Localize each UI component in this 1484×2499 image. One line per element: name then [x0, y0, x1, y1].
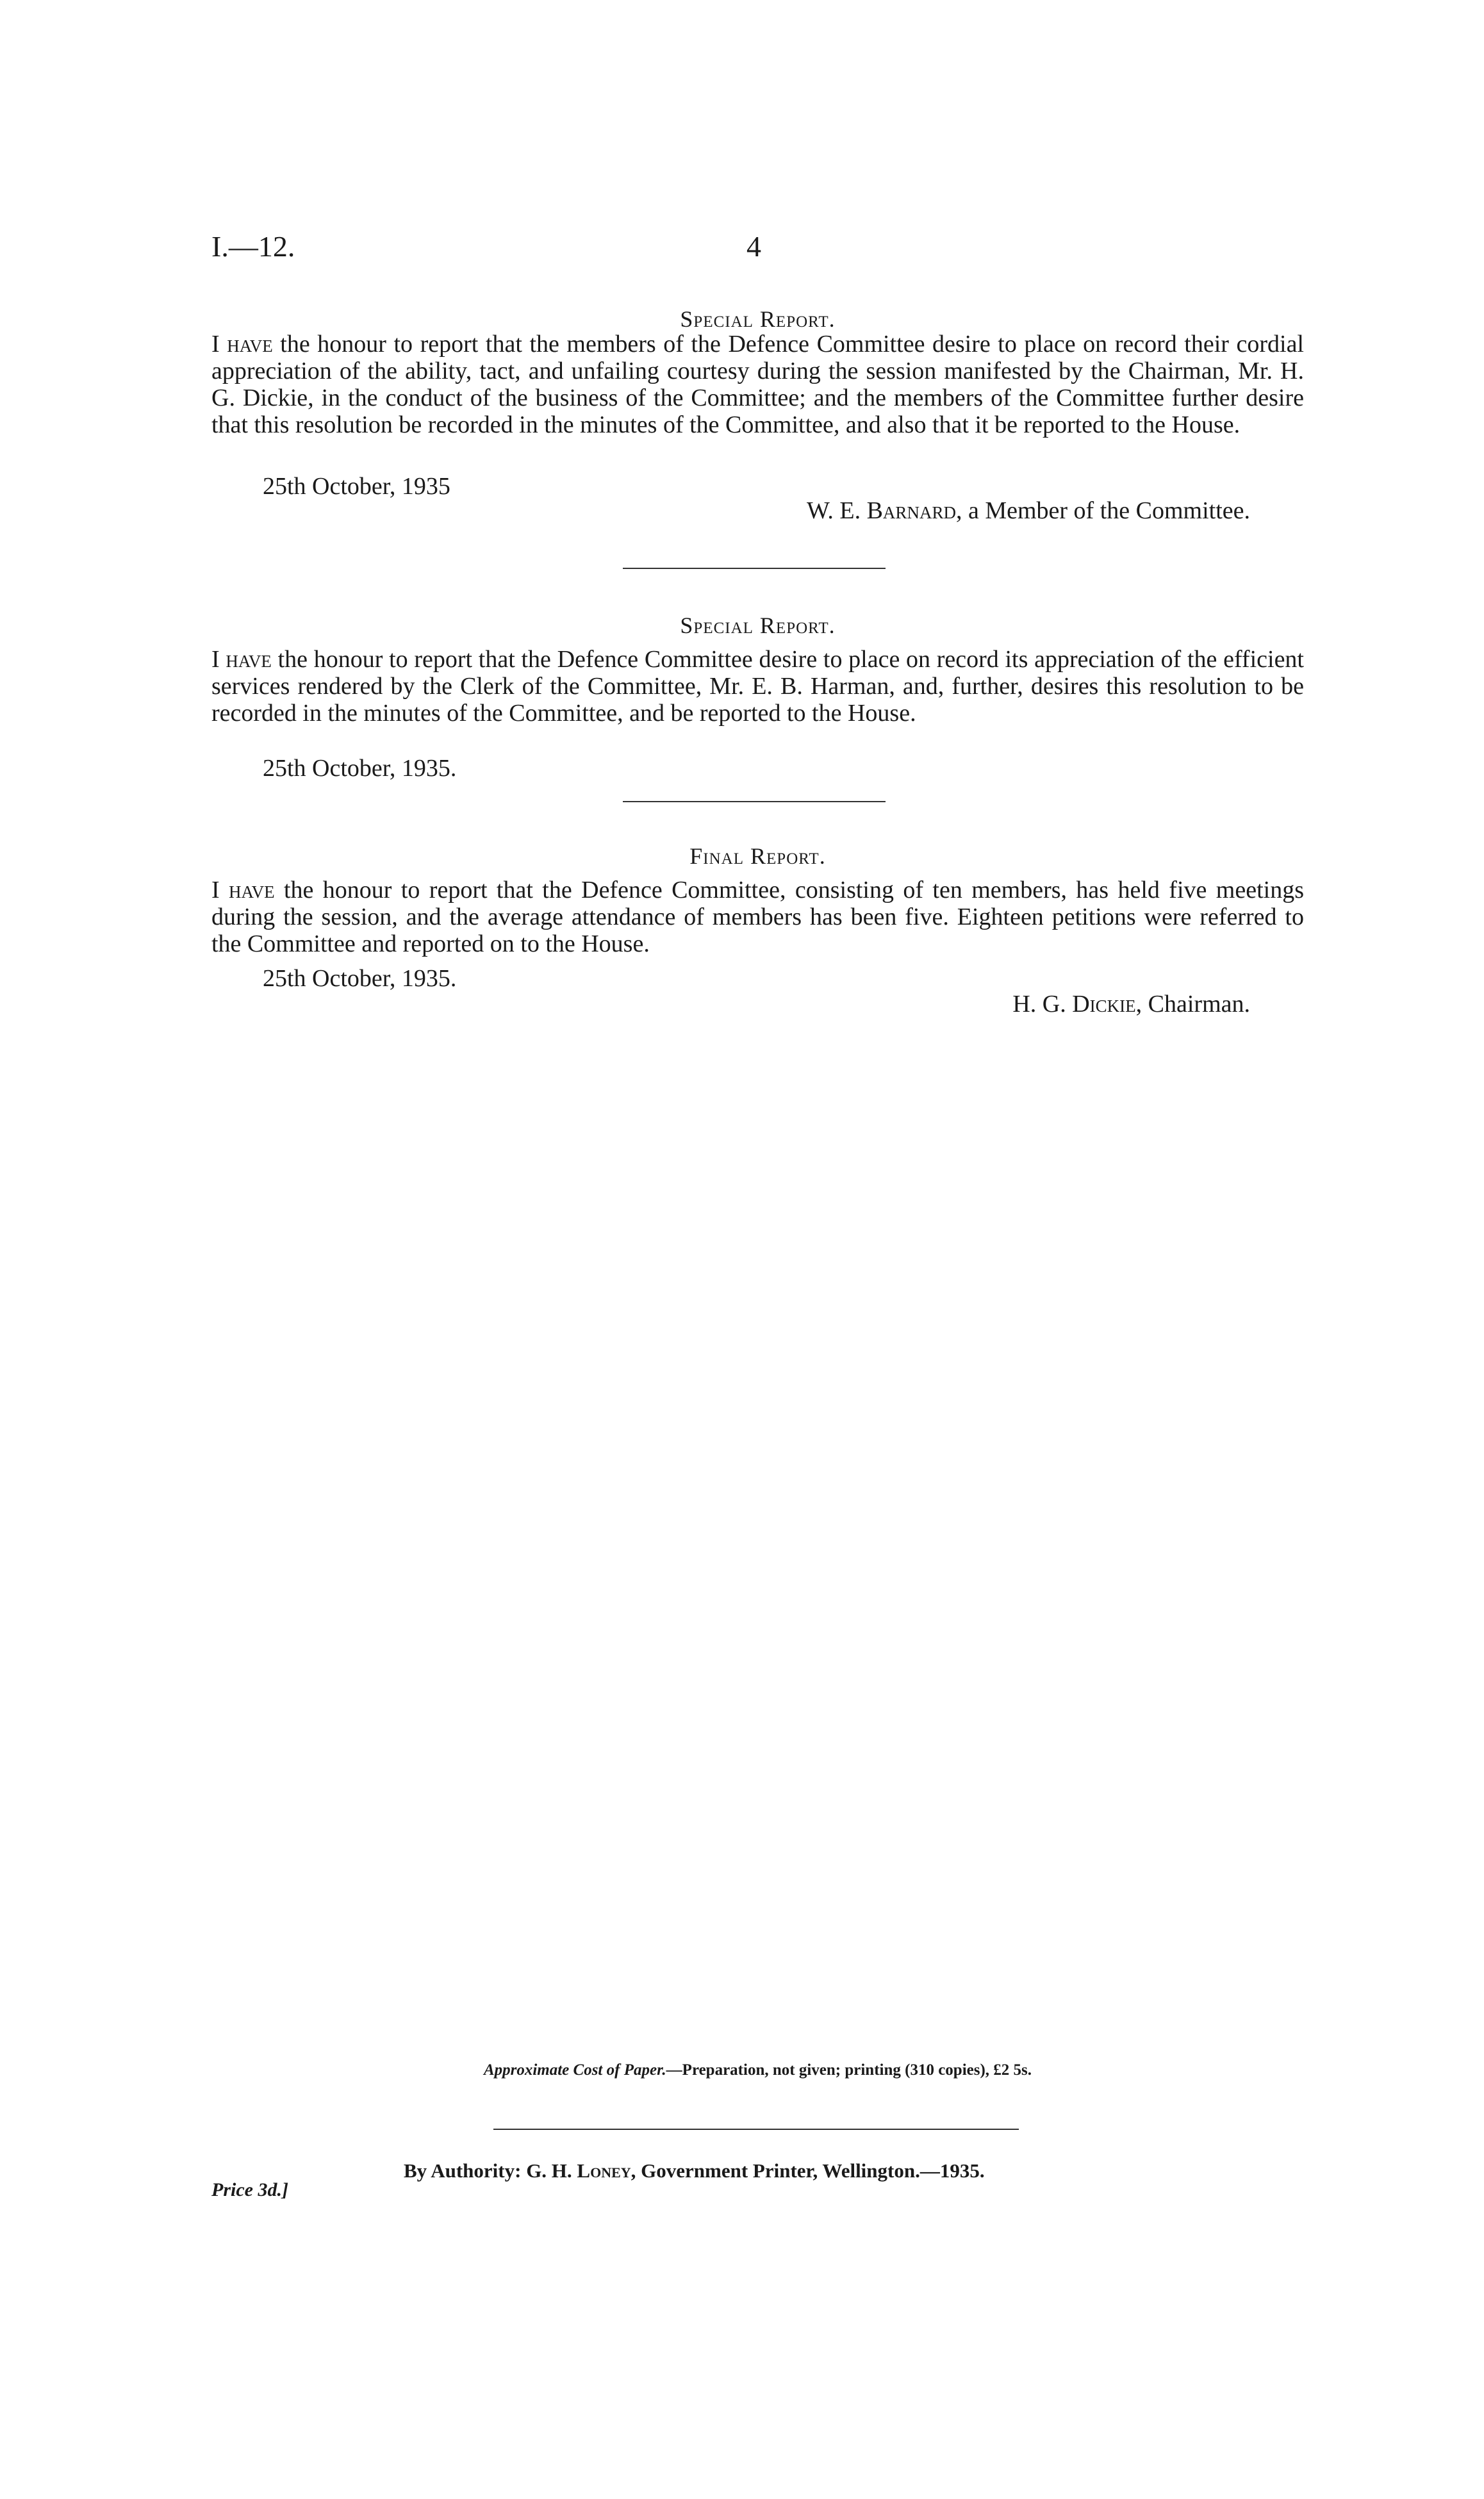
authority-prefix: By Authority: [404, 2159, 527, 2182]
section-divider [623, 801, 886, 802]
report-3-text: the honour to report that the Defence Committee, consisting of ten members, has held five meetings during the session, and the average attendance of members has been five. Eighteen petitions were referred to the Committee and reported on to the House. [211, 877, 1304, 957]
report-3-signature [1012, 992, 1250, 1016]
section-divider [623, 568, 886, 569]
report-3-title: Final Report. [689, 843, 826, 869]
report-3-signatory-role: Chairman. [1142, 991, 1250, 1018]
printer-name: G. H. Loney, [526, 2159, 636, 2182]
report-3-signatory: H. G. Dickie, [1012, 991, 1142, 1018]
report-2-body [211, 646, 1304, 727]
report-1-title: Special Report. [680, 306, 836, 332]
report-2-date: 25th October, 1935. [263, 755, 457, 782]
report-2-opening: I have [211, 646, 272, 673]
report-1-signatory: W. E. Barnard, [807, 497, 962, 524]
authority-suffix: Government Printer, Wellington.—1935. [636, 2159, 985, 2182]
report-3-date: 25th October, 1935. [263, 965, 457, 992]
report-1-signatory-role: a Member of the Committee. [962, 497, 1250, 524]
report-1-signature [807, 499, 1250, 523]
report-1-date: 25th October, 1935 [263, 473, 450, 500]
report-3-opening: I have [211, 877, 275, 903]
report-2-title: Special Report. [680, 613, 836, 638]
footer-divider [493, 2129, 1019, 2130]
report-1-text: the honour to report that the members of the Defence Committee desire to place on record their cordial appreciation of the ability, tact, and unfailing courtesy during the session manifested by the Chairman, Mr. H. G. Dickie, in the conduct of the business of the Committee; and the members of the Committee further desire that this resolution be recorded in the minutes of the Committee, and also that it be reported to the House. [211, 331, 1304, 438]
report-2-text: the honour to report that the Defence Committee desire to place on record its appreciation of the efficient services rendered by the Clerk of the Committee, Mr. E. B. Harman, and, further, desires this resolution to be recorded in the minutes of the Committee, and be reported to the House. [211, 646, 1304, 727]
price-note: Price 3d.] [211, 2179, 288, 2200]
printer-authority [404, 2161, 985, 2181]
report-1-opening: I have [211, 331, 273, 358]
report-3-body [211, 877, 1304, 957]
cost-of-paper-note [211, 2062, 1304, 2078]
cost-of-paper-label: Approximate Cost of Paper. [483, 2061, 666, 2079]
paper-identifier: I.—12. [211, 230, 295, 263]
cost-of-paper-text: —Preparation, not given; printing (310 copies), £2 5s. [666, 2061, 1032, 2079]
report-1-body [211, 331, 1304, 438]
page-number: 4 [746, 230, 761, 263]
